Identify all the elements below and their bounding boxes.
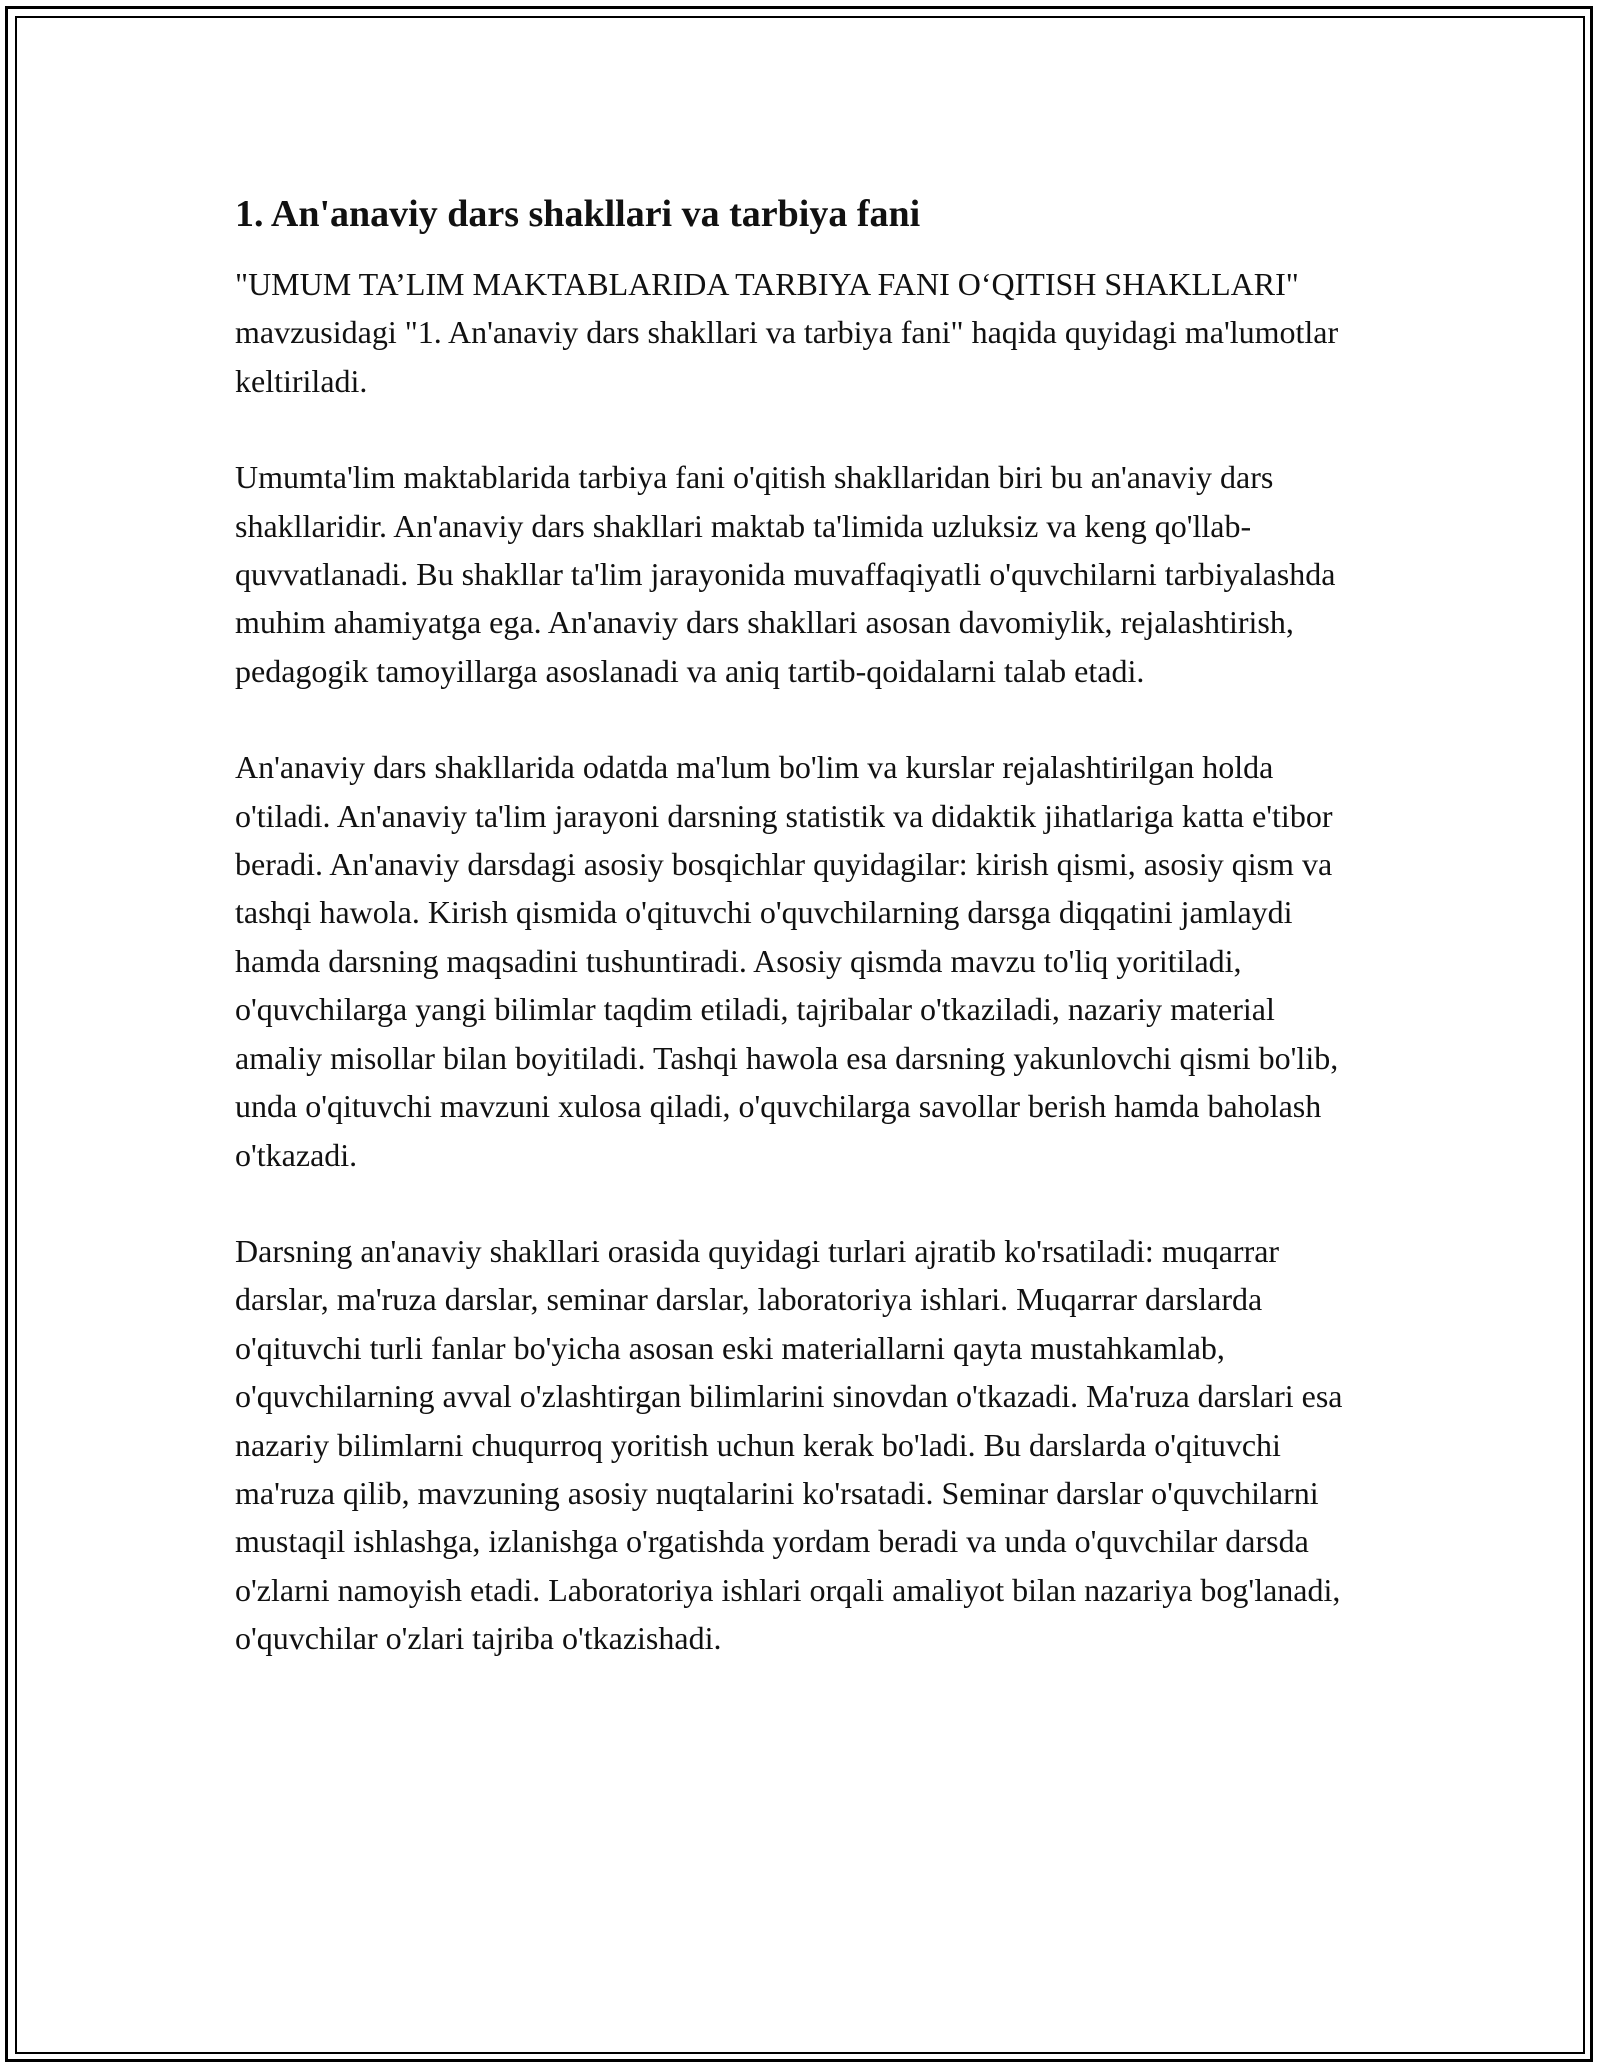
document-body (235, 188, 1365, 1711)
section-heading: 1. An'anaviy dars shakllari va tarbiya fani (235, 193, 921, 235)
body-paragraph-2: An'anaviy dars shakllarida odatda ma'lum bo'lim va kurslar rejalashtirilgan holda o'tiladi. An'anaviy ta'lim jarayoni darsning statistik va didaktik jihatlariga katta e'tibor beradi. An'anaviy darsdagi asosiy bosqichlar quyidagilar: kirish qismi, asosiy qism va tashqi hawola. Kirish qismida o'qituvchi o'quvchilarning darsga diqqatini jamlaydi hamda darsning maqsadini tushuntiradi. Asosiy qismda mavzu to'liq yoritiladi, o'quvchilarga yangi bilimlar taqdim etiladi, tajribalar o'tkaziladi, nazariy material amaliy misollar bilan boyitiladi. Tashqi hawola esa darsning yakunlovchi qismi bo'lib, unda o'qituvchi mavzuni xulosa qiladi, o'quvchilarga savollar berish hamda baholash o'tkazadi. (235, 749, 1339, 1173)
body-paragraph-3: Darsning an'anaviy shakllari orasida quyidagi turlari ajratib ko'rsatiladi: muqarrar darslar, ma'ruza darslar, seminar darslar, laboratoriya ishlari. Muqarrar darslarda o'qituvchi turli fanlar bo'yicha asosan eski materiallarni qayta mustahkamlab, o'quvchilarning avval o'zlashtirgan bilimlarini sinovdan o'tkazadi. Ma'ruza darslari esa nazariy bilimlarni chuqurroq yoritish uchun kerak bo'ladi. Bu darslarda o'qituvchi ma'ruza qilib, mavzuning asosiy nuqtalarini ko'rsatadi. Seminar darslar o'quvchilarni mustaqil ishlashga, izlanishga o'rgatishda yordam beradi va unda o'quvchilar darsda o'zlarni namoyish etadi. Laboratoriya ishlari orqali amaliyot bilan nazariya bog'lanadi, o'quvchilar o'zlari tajriba o'tkazishadi. (235, 1232, 1343, 1657)
body-paragraph-1: Umumta'lim maktablarida tarbiya fani o'qitish shakllaridan biri bu an'anaviy dars shakllaridir. An'anaviy dars shakllari maktab ta'limida uzluksiz va keng qo'llab-quvvatlanadi. Bu shakllar ta'lim jarayonida muvaffaqiyatli o'quvchilarni tarbiyalashda muhim ahamiyatga ega. An'anaviy dars shakllari asosan davomiylik, rejalashtirish, pedagogik tamoyillarga asoslanadi va aniq tartib-qoidalarni talab etadi. (235, 459, 1336, 689)
intro-paragraph: "UMUM TA’LIM MAKTABLARIDA TARBIYA FANI O‘QITISH SHAKLLARI" mavzusidagi "1. An'anaviy dars shakllari va tarbiya fani" haqida quyidagi ma'lumotlar keltiriladi. (235, 266, 1339, 399)
